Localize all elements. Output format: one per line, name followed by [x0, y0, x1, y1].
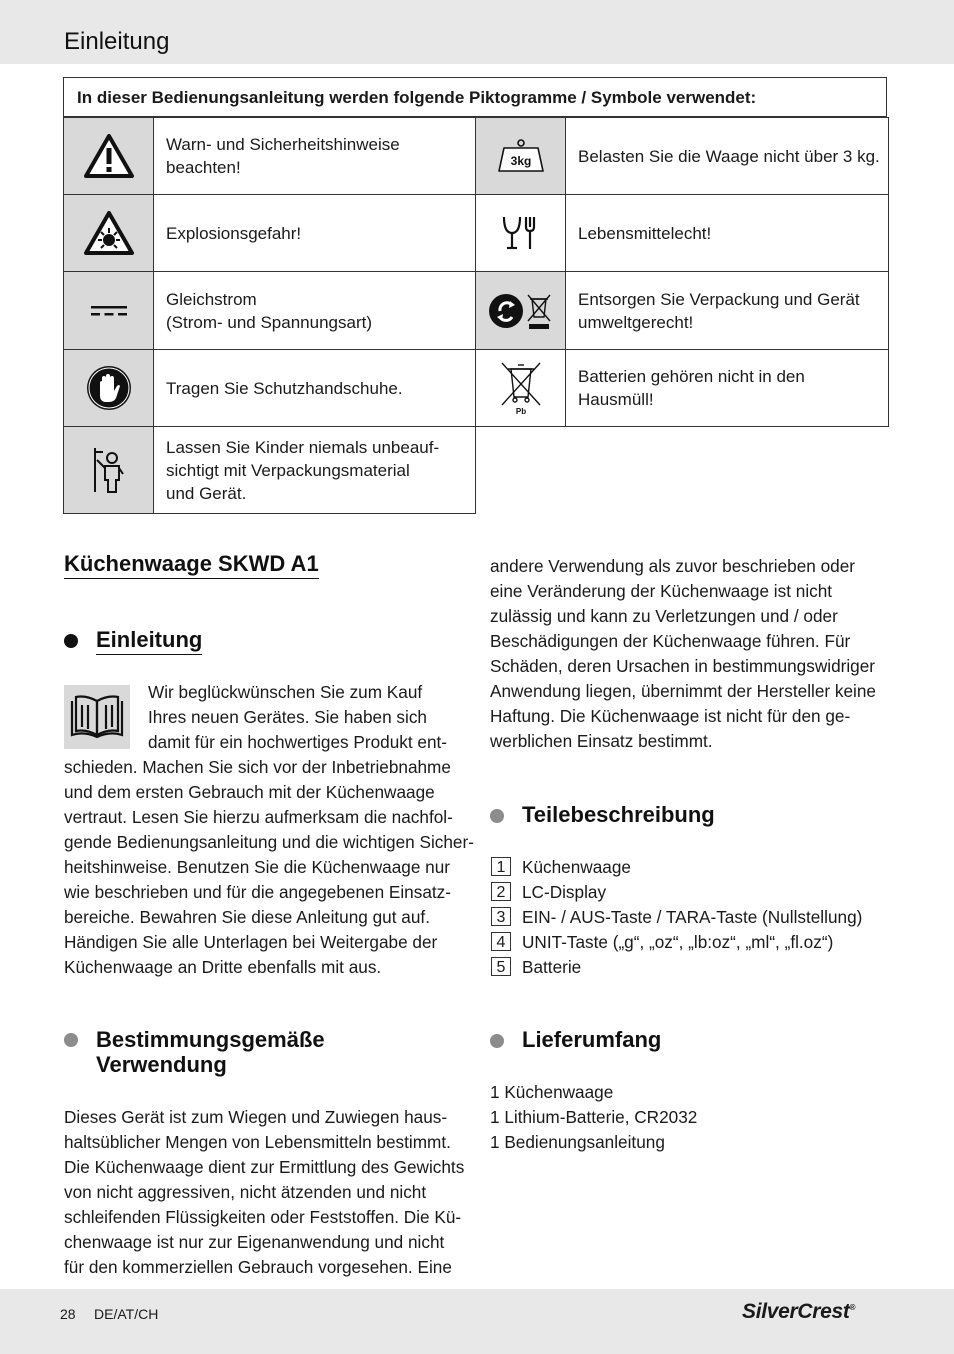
part-number: 4	[491, 932, 511, 951]
intended-use-text-continued: andere Verwendung als zuvor beschrieben oder eine Veränderung der Küchenwaage ist nicht zulässig und kann zu Verletzungen und / oder Beschädigungen der Küchenwaage führen. Für Schäden, deren Ursachen in bestimmungswidriger Anwendung liegen, übernimmt der Hersteller keine Haftung. Die Küchenwaage ist nicht für den ge- werblichen Einsatz bestimmt.	[490, 556, 876, 751]
child-warning-icon	[63, 426, 154, 514]
part-label: EIN- / AUS-Taste / TARA-Taste (Nullstellung)	[522, 907, 863, 927]
intro-text: schieden. Machen Sie sich vor der Inbetriebnahme und dem ersten Gebrauch mit der Küchenwaage vertraut. Lesen Sie hierzu aufmerksam die nachfol- gende Bedienungsanleitung und die wichtigen Sicher- heitshinweise. Benutzen Sie die Küchenwaage nur wie beschrieben und für die angegebenen Einsatz- bereiche. Bewahren Sie diese Anleitung gut auf. Händigen Sie alle Unterlagen bei Weitergabe der Küchenwaage an Dritte ebenfalls mit aus.	[64, 757, 474, 977]
part-label: UNIT-Taste („g“, „oz“, „lb:oz“, „ml“, „fl.oz“)	[522, 932, 834, 952]
symbol-text: Explosionsgefahr!	[153, 194, 476, 272]
page-number: 28	[60, 1306, 76, 1322]
part-number: 3	[491, 907, 511, 926]
symbol-text: Gleichstrom (Strom- und Spannungsart)	[153, 271, 476, 350]
section-bullet	[64, 634, 78, 648]
protective-gloves-icon	[63, 349, 154, 427]
part-number: 1	[491, 857, 511, 876]
page-title: Einleitung	[64, 28, 170, 55]
symbol-text: Tragen Sie Schutzhandschuhe.	[153, 349, 476, 427]
section-bullet	[490, 809, 504, 823]
intended-use-text: Dieses Gerät ist zum Wiegen und Zuwiegen haus- haltsüblicher Mengen von Lebensmitteln bestimmt. Die Küchenwaage dient zur Ermittlung des Gewichts von nicht aggressiven, nicht ätzenden und nicht schleifenden Flüssigkeiten oder Feststoffen. Die Kü- chenwaage ist nur zur Eigenanwendung und nicht für den kommerziellen Gebrauch vorgesehen. Eine	[64, 1107, 465, 1277]
symbol-table-heading: In dieser Bedienungsanleitung werden folgende Piktogramme / Symbole verwendet:	[63, 77, 887, 117]
svg-text:3kg: 3kg	[510, 154, 531, 168]
section-bullet	[64, 1033, 78, 1047]
page-locale: DE/AT/CH	[94, 1306, 159, 1322]
intro-text-beside-icon: Wir beglückwünschen Sie zum Kauf Ihres neuen Gerätes. Sie haben sich damit für ein hochwertiges Produkt ent-	[148, 682, 448, 752]
product-title: Küchenwaage SKWD A1	[64, 551, 319, 577]
intro-heading: Einleitung	[96, 627, 202, 653]
food-safe-icon	[475, 194, 566, 272]
part-number: 2	[491, 882, 511, 901]
part-label: Batterie	[522, 957, 582, 977]
symbol-text: Warn- und Sicherheitshinweise beachten!	[153, 117, 476, 195]
warning-triangle-icon	[63, 117, 154, 195]
symbol-text: Entsorgen Sie Verpackung und Gerät umweltgerecht!	[565, 271, 889, 350]
part-label: LC-Display	[522, 882, 607, 902]
weight-3kg-icon	[475, 117, 566, 195]
part-label: Küchenwaage	[522, 857, 631, 877]
symbol-text: Lassen Sie Kinder niemals unbeauf- sichtigt mit Verpackungsmaterial und Gerät.	[153, 426, 476, 514]
delivery-item: 1 Bedienungsanleitung	[490, 1132, 665, 1152]
explosion-hazard-icon	[63, 194, 154, 272]
symbol-text: Lebensmittelecht!	[565, 194, 889, 272]
brand-logo: SilverCrest®	[742, 1300, 856, 1323]
svg-text:Pb: Pb	[515, 407, 526, 416]
manual-book-icon	[64, 685, 130, 749]
delivery-item: 1 Küchenwaage	[490, 1082, 614, 1102]
symbol-text: Belasten Sie die Waage nicht über 3 kg.	[565, 117, 889, 195]
part-number: 5	[491, 957, 511, 976]
direct-current-icon	[63, 271, 154, 350]
intended-use-heading: Bestimmungsgemäße Verwendung	[96, 1027, 325, 1077]
symbol-table	[63, 77, 889, 513]
recycling-disposal-icon	[475, 271, 566, 350]
delivery-heading: Lieferumfang	[522, 1027, 662, 1052]
symbol-text: Batterien gehören nicht in den Hausmüll!	[565, 349, 889, 427]
battery-disposal-icon	[475, 349, 566, 427]
delivery-item: 1 Lithium-Batterie, CR2032	[490, 1107, 698, 1127]
section-bullet	[490, 1034, 504, 1048]
parts-heading: Teilebeschreibung	[522, 802, 715, 827]
